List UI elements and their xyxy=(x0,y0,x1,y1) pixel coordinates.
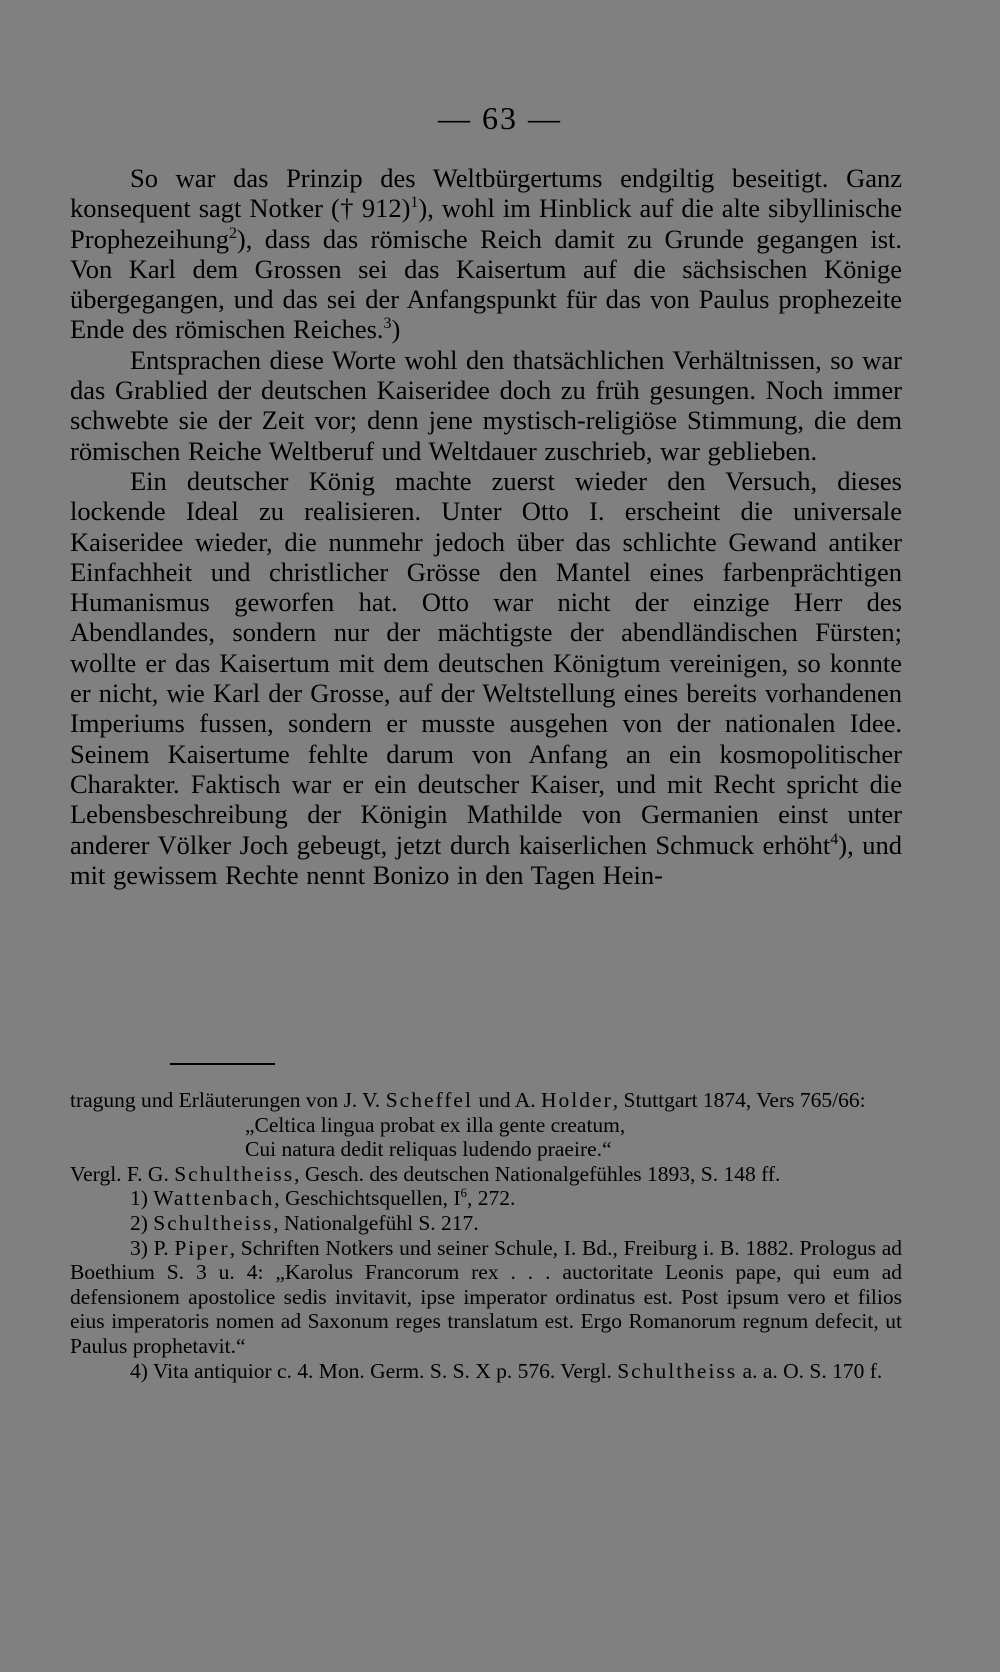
footnote-marker: 4 xyxy=(830,830,839,848)
footnote-1 xyxy=(70,1186,902,1211)
text-run: 3) P. xyxy=(130,1235,175,1260)
footnote-reference xyxy=(70,1162,902,1187)
text-run: 2) xyxy=(130,1210,154,1235)
text-run: , Nationalgefühl S. 217. xyxy=(273,1210,479,1235)
spaced-name: Schultheiss xyxy=(617,1358,738,1383)
text-run: 1) xyxy=(130,1186,154,1211)
paragraph xyxy=(70,466,902,890)
footnote-marker: 1 xyxy=(410,194,419,212)
main-text xyxy=(70,163,902,890)
spaced-name: Schultheiss xyxy=(153,1210,274,1235)
footnote-3 xyxy=(70,1236,902,1359)
text-run: ), dass das römische Reich damit zu Grunde gegangen ist. Von Karl dem Grossen sei das Kaisertum auf die sächsischen Könige übergegangen, und das sei der Anfangspunkt für das von Paulus prophezeite Ende des römischen Reiches. xyxy=(70,223,902,345)
footnote-marker: 6 xyxy=(460,1186,467,1201)
footnote-marker: 3 xyxy=(383,315,392,333)
quote-line: Cui natura dedit reliquas ludendo praeire.“ xyxy=(245,1137,612,1162)
footnotes xyxy=(70,1088,902,1383)
text-run: Vergl. F. G. xyxy=(70,1161,175,1186)
footnote-2 xyxy=(70,1211,902,1236)
paragraph xyxy=(70,163,902,345)
spaced-name: Holder xyxy=(541,1088,613,1112)
text-run: tragung und Erläuterungen von J. V. xyxy=(70,1088,386,1112)
text-run: a. a. O. S. 170 f. xyxy=(737,1358,883,1383)
text-run: 4) Vita antiquior c. 4. Mon. Germ. S. S. X p. 576. Vergl. xyxy=(130,1358,618,1383)
text-run: , Gesch. des deutschen Nationalgefühles 1893, S. 148 ff. xyxy=(294,1161,781,1186)
text-run: So war das Prinzip des Weltbürgertums endgiltig beseitigt. Ganz konsequent sagt Notker († 912) xyxy=(70,163,902,224)
text-run: Ein deutscher König machte zuerst wieder den Versuch, dieses lockende Ideal zu realisieren. Unter Otto I. erscheint die universale Kaiseridee wieder, die nunmehr jedoch über das schlichte Gewand antiker Einfachheit und christlicher Grösse den Mantel eines farbenprächtigen Humanismus geworfen hat. Otto war nicht der einzige Herr des Abendlandes, sondern nur der mächtigste der abendländischen Fürsten; wollte er das Kaisertum mit dem deutschen Königtum vereinigen, so konnte er nicht, wie Karl der Grosse, auf der Weltstellung eines bereits vorhandenen Imperiums fussen, sondern er musste ausgehen von der nationalen Idee. Seinem Kaisertume fehlte darum von Anfang an ein kosmopolitischer Charakter. Faktisch war er ein deutscher Kaiser, und mit Recht spricht die Lebensbeschreibung der Königin Mathilde von Germanien einst unter anderer Völker Joch gebeugt, jetzt durch kaiserlichen Schmuck erhöht xyxy=(70,465,902,860)
text-run: ), wohl im Hinblick auf die alte sibyllinische Prophezeihung xyxy=(70,193,903,254)
spaced-name: Scheffel xyxy=(385,1088,473,1112)
spaced-name: Piper xyxy=(174,1235,230,1260)
footnote-continuation xyxy=(70,1088,902,1113)
text-run: ) xyxy=(391,314,401,345)
paragraph xyxy=(70,345,902,466)
spaced-name: Schultheiss xyxy=(174,1161,295,1186)
text-run: , 272. xyxy=(466,1186,516,1211)
text-run: , Stuttgart 1874, Vers 765/66: xyxy=(612,1088,866,1112)
text-run: und A. xyxy=(472,1088,542,1112)
text-run: Entsprachen diese Worte wohl den thatsächlichen Verhältnissen, so war das Grablied der deutschen Kaiseridee doch zu früh gesungen. Noch immer schwebte sie der Zeit vor; denn jene mystisch-religiöse Stimmung, die dem römischen Reiche Weltberuf und Weltdauer zuschrieb, war geblieben. xyxy=(70,344,902,466)
text-run: , Schriften Notkers und seiner Schule, I. Bd., Freiburg i. B. 1882. Prologus ad Boethium S. 3 u. 4: „Karolus Francorum rex . . . auctoritate Leonis pape, qui eum ad defensionem apostolice sedis invitavit, ipse imperator ordinatus est. Post ipsum vero et filios eius imperatoris nomen ad Saxonum reges translatum est. Ergo Romanorum regnum defecit, ut Paulus prophetavit.“ xyxy=(70,1235,903,1358)
text-run: , Geschichtsquellen, I xyxy=(274,1186,461,1211)
spaced-name: Wattenbach xyxy=(153,1186,275,1211)
quote-line: „Celtica lingua probat ex illa gente creatum, xyxy=(245,1112,626,1137)
page-number: — 63 — xyxy=(438,100,562,136)
footnote-divider xyxy=(170,1063,275,1065)
text-run: ), und mit gewissem Rechte nennt Bonizo in den Tagen Hein- xyxy=(70,829,902,890)
footnote-marker: 2 xyxy=(228,224,237,242)
footnote-4 xyxy=(70,1359,902,1384)
